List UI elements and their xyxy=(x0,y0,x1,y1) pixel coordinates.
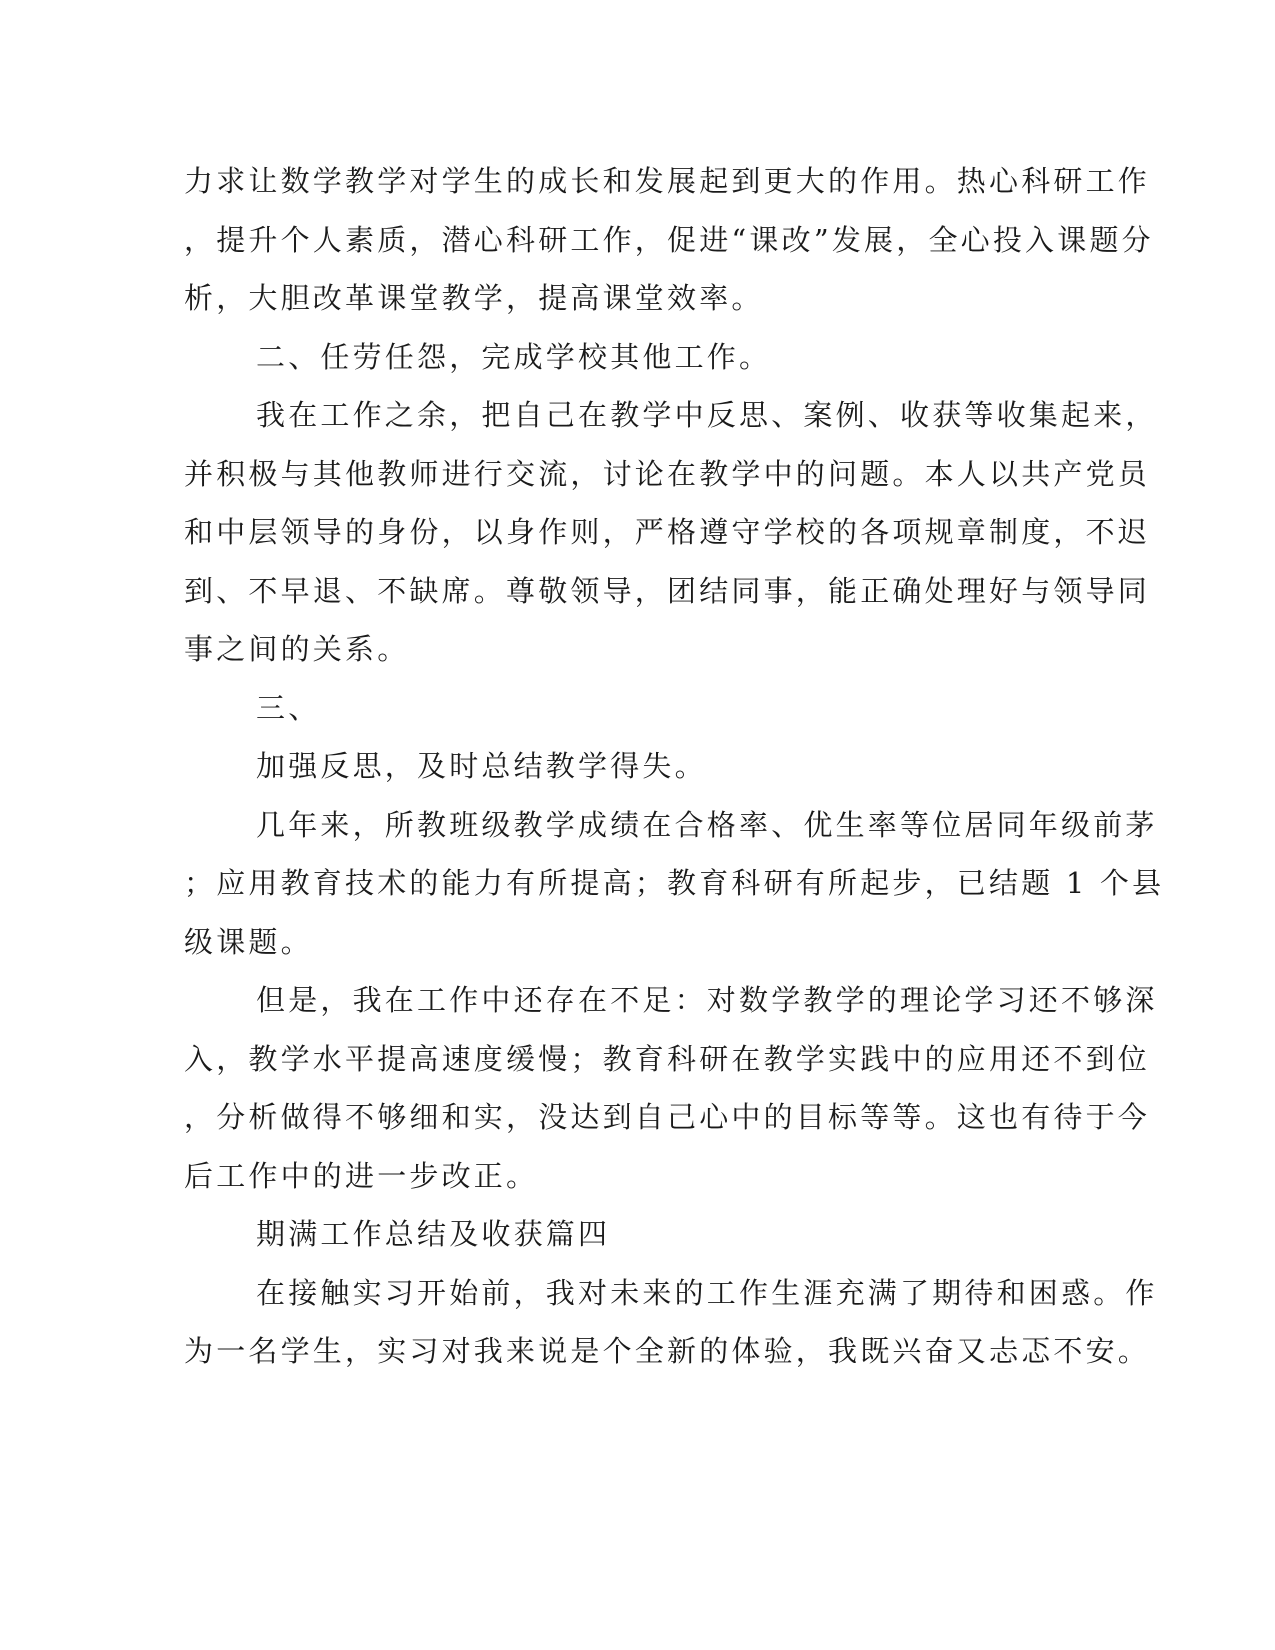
text-line: 事之间的关系。 xyxy=(184,632,410,666)
text-line: 几年来，所教班级教学成绩在合格率、优生率等位居同年级前茅 xyxy=(256,808,1158,842)
section-heading: 加强反思，及时总结教学得失。 xyxy=(256,749,707,783)
text-line: ；应用教育技术的能力有所提高；教育科研有所起步，已结题 1 个县 xyxy=(184,866,1165,900)
text-line: 并积极与其他教师进行交流，讨论在教学中的问题。本人以共产党员 xyxy=(184,457,1151,491)
text-line: 入，教学水平提高速度缓慢；教育科研在教学实践中的应用还不到位 xyxy=(184,1042,1151,1076)
section-heading: 三、 xyxy=(256,691,321,725)
text-line: ，提升个人素质，潜心科研工作，促进“课改”发展，全心投入课题分 xyxy=(184,223,1154,257)
text-line: 到、不早退、不缺席。尊敬领导，团结同事，能正确处理好与领导同 xyxy=(184,574,1151,608)
text-line: 为一名学生，实习对我来说是个全新的体验，我既兴奋又忐忑不安。 xyxy=(184,1334,1151,1368)
text-line: 后工作中的进一步改正。 xyxy=(184,1159,539,1193)
text-line: 析，大胆改革课堂教学，提高课堂效率。 xyxy=(184,281,764,315)
section-title: 期满工作总结及收获篇四 xyxy=(256,1217,611,1251)
text-line: 级课题。 xyxy=(184,925,313,959)
text-line: 和中层领导的身份，以身作则，严格遵守学校的各项规章制度，不迟 xyxy=(184,515,1151,549)
text-line: 在接触实习开始前，我对未来的工作生涯充满了期待和困惑。作 xyxy=(256,1276,1158,1310)
section-heading: 二、任劳任怨，完成学校其他工作。 xyxy=(256,340,772,374)
text-line: 力求让数学教学对学生的成长和发展起到更大的作用。热心科研工作 xyxy=(184,164,1151,198)
text-line: 我在工作之余，把自己在教学中反思、案例、收获等收集起来， xyxy=(256,398,1158,432)
text-line: ，分析做得不够细和实，没达到自己心中的目标等等。这也有待于今 xyxy=(184,1100,1151,1134)
text-line: 但是，我在工作中还存在不足：对数学教学的理论学习还不够深 xyxy=(256,983,1158,1017)
